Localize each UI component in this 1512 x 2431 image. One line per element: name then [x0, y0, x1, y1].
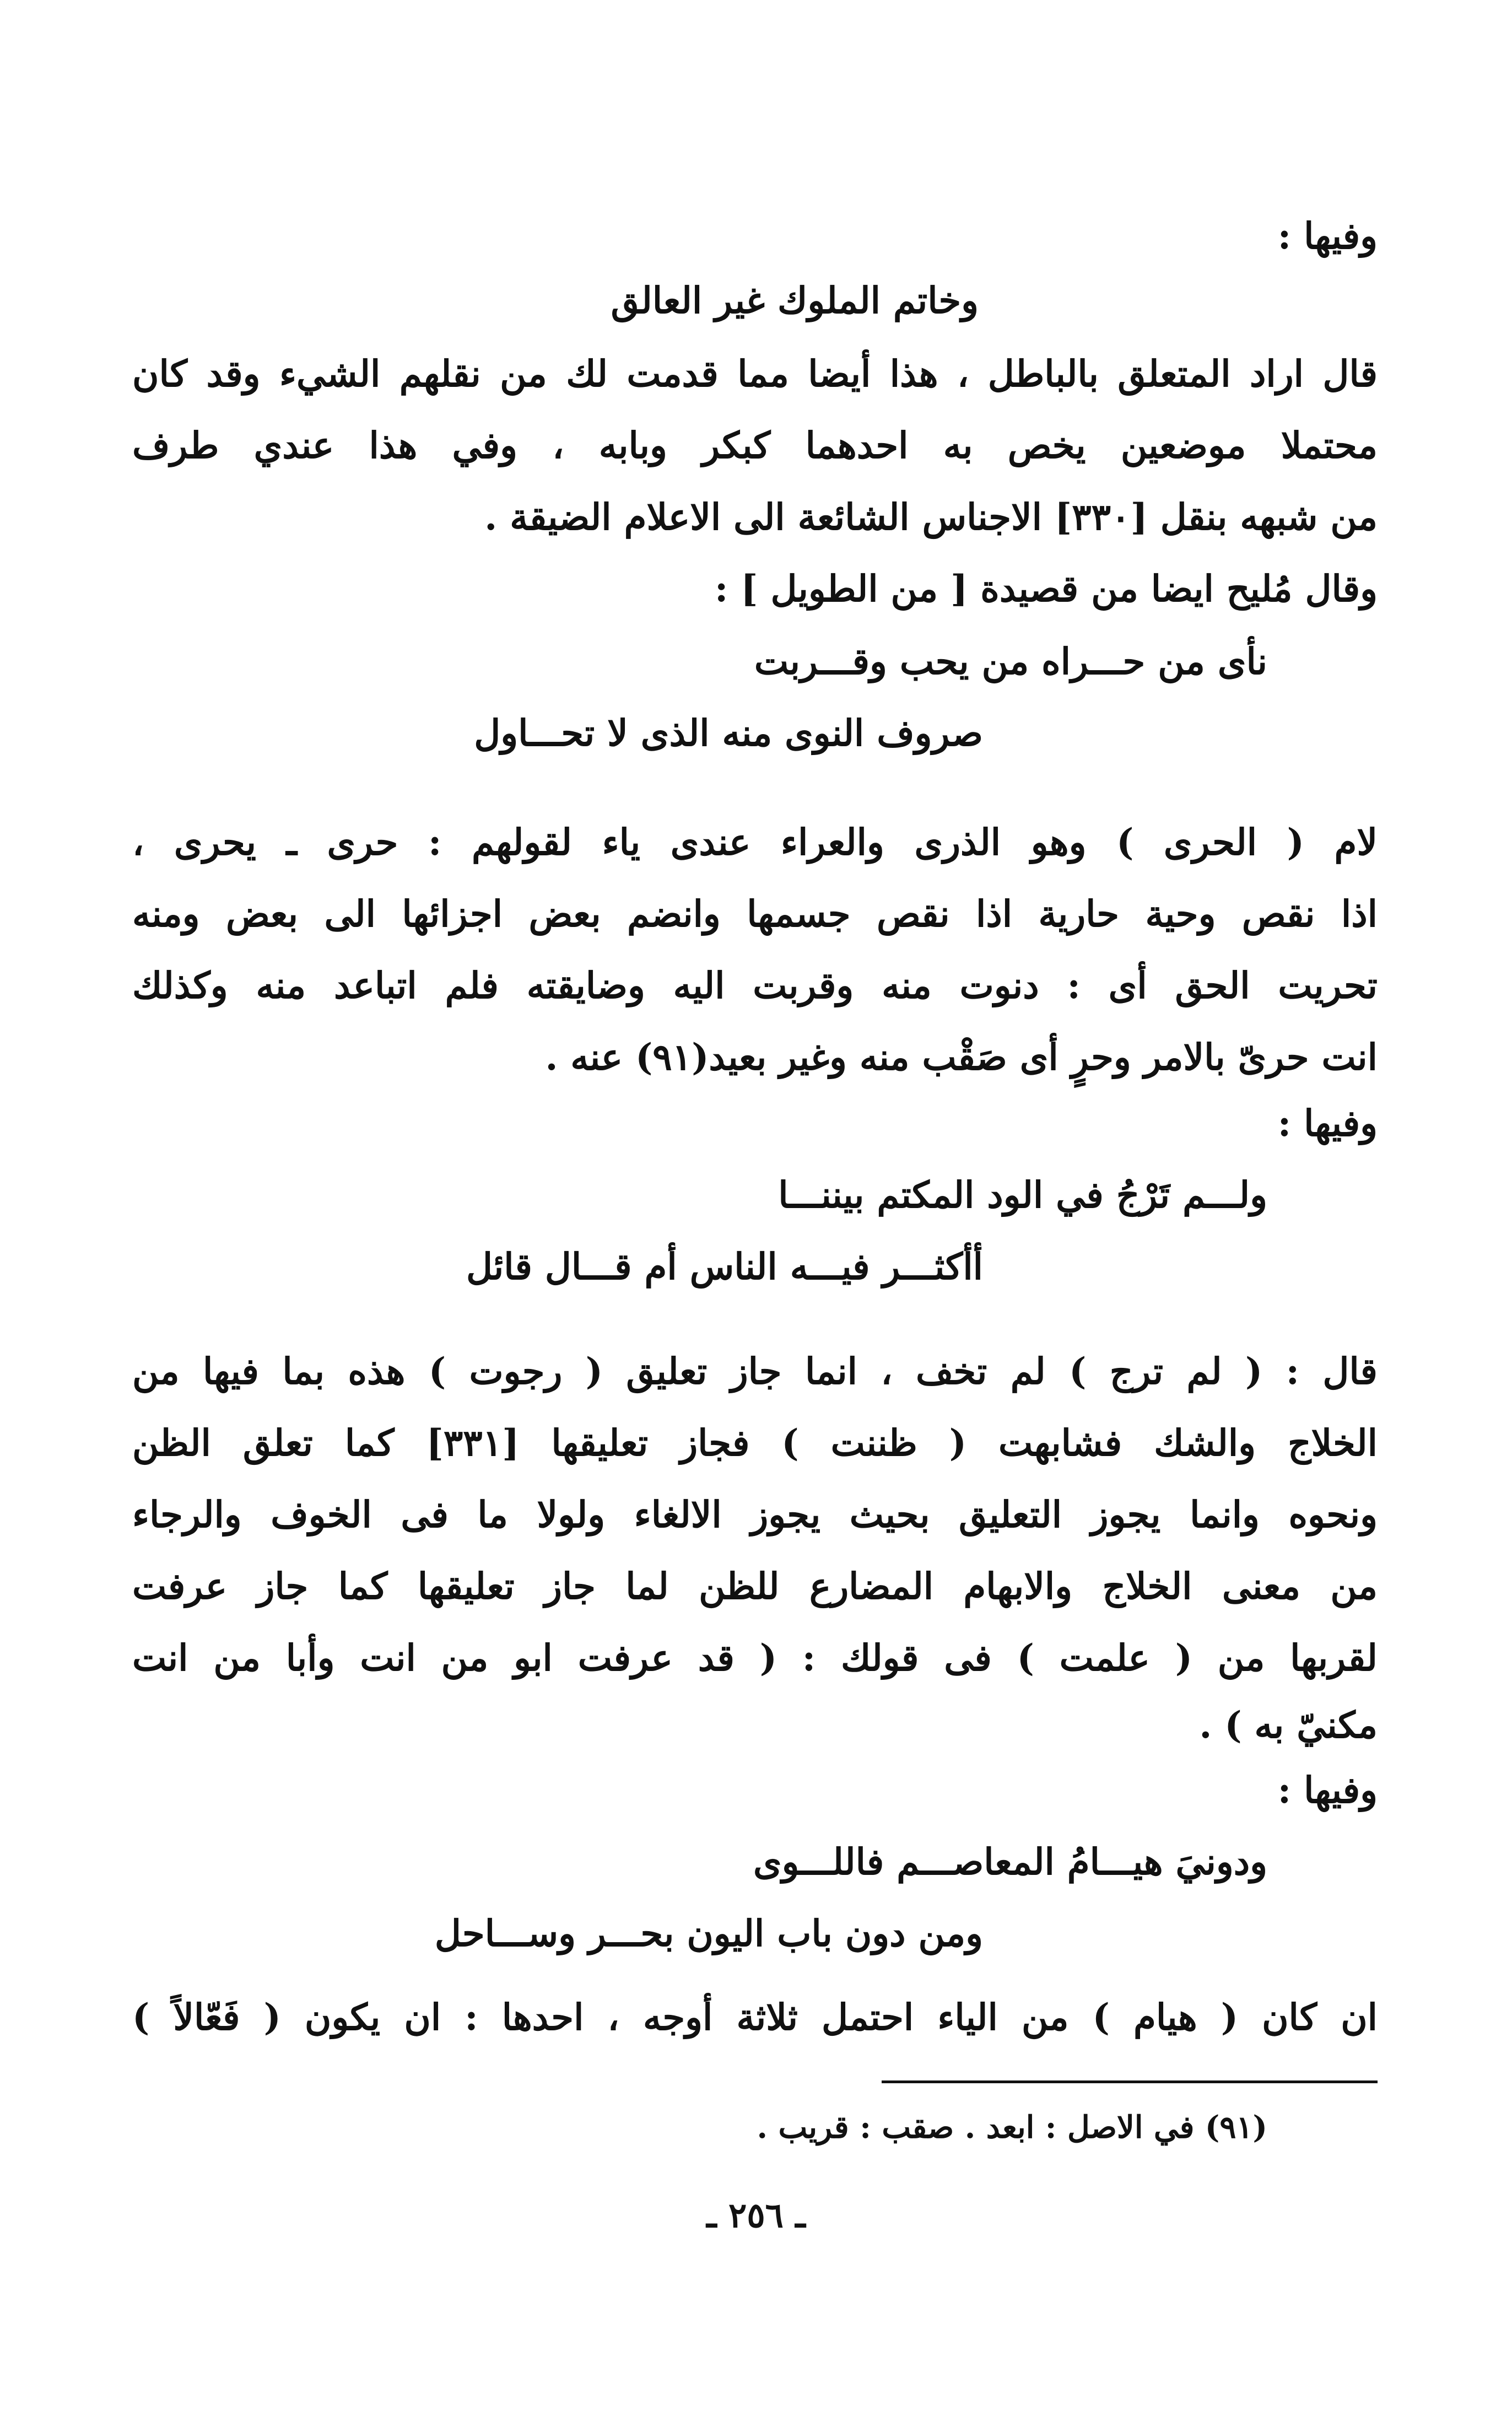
verse-line-14: ولـــم تَرْجُ في الود المكتم بيننـــا: [778, 1173, 1267, 1216]
text-line-11: تحريت الحق أى : دنوت منه وقربت اليه وضايقته فلم اتباعد منه وكذلك: [132, 964, 1378, 1007]
text-line-6: وقال مُليح ايضا من قصيدة [ من الطويل ] :: [714, 567, 1378, 610]
verse-line-8: صروف النوى منه الذى لا تحـــاول: [474, 711, 983, 754]
text-line-18: ونحوه وانما يجوز التعليق بحيث يجوز الالغاء ولولا ما فى الخوف والرجاء: [132, 1493, 1378, 1536]
footnote-separator: [882, 2080, 1378, 2083]
page-number: ـ ٢٥٦ ـ: [706, 2195, 806, 2235]
text-line-5: من شبهه بنقل [٣٣٠] الاجناس الشائعة الى الاعلام الضيقة .: [484, 495, 1378, 538]
verse-line-15: أأكثـــر فيـــه الناس أم قـــال قائل: [466, 1245, 983, 1288]
text-line-10: اذا نقص وحية حارية اذا نقص جسمها وانضم بعض اجزائها الى بعض ومنه: [132, 892, 1378, 935]
verse-half-line-2: وخاتم الملوك غير العالق: [611, 279, 979, 322]
footnote: (٩١) في الاصل : ابعد . صقب : قريب .: [757, 2109, 1267, 2146]
text-line-3: قال اراد المتعلق بالباطل ، هذا أيضا مما قدمت لك من نقلهم الشيء وقد كان: [132, 352, 1378, 395]
text-line-1: وفيها :: [1277, 214, 1378, 257]
text-line-9: لام ( الحرى ) وهو الذرى والعراء عندى ياء لقولهم : حرى ـ يحرى ،: [132, 821, 1378, 864]
text-line-19: من معنى الخلاج والابهام المضارع للظن لما جاز تعليقها كما جاز عرفت: [132, 1565, 1378, 1608]
verse-line-24: ومن دون باب اليون بحـــر وســـاحل: [434, 1912, 983, 1955]
text-line-17: الخلاج والشك فشابهت ( ظننت ) فجاز تعليقها [٣٣١] كما تعلق الظن: [132, 1421, 1378, 1464]
text-line-12: انت حرىّ بالامر وحرٍ أى صَقْب منه وغير بعيد(٩١) عنه .: [545, 1036, 1378, 1079]
text-line-16: قال : ( لم ترج ) لم تخف ، انما جاز تعليق ( رجوت ) هذه بما فيها من: [132, 1350, 1378, 1393]
text-line-20: لقربها من ( علمت ) فى قولك : ( قد عرفت ابو من انت وأبا من انت: [132, 1636, 1378, 1679]
text-line-22: وفيها :: [1277, 1769, 1378, 1812]
verse-line-7: نأى من حـــراه من يحب وقـــربت: [754, 640, 1267, 683]
verse-line-23: ودونيَ هيـــامُ المعاصـــم فاللـــوى: [753, 1840, 1267, 1883]
text-line-4: محتملا موضعين يخص به احدهما كبكر وبابه ، وفي هذا عندي طرف: [132, 424, 1378, 467]
text-line-21: مكنيّ به ) .: [1199, 1704, 1378, 1747]
text-line-13: وفيها :: [1277, 1102, 1378, 1145]
text-line-25: ان كان ( هيام ) من الياء احتمل ثلاثة أوجه ، احدها : ان يكون ( فَعّالاً ): [132, 1996, 1378, 2039]
